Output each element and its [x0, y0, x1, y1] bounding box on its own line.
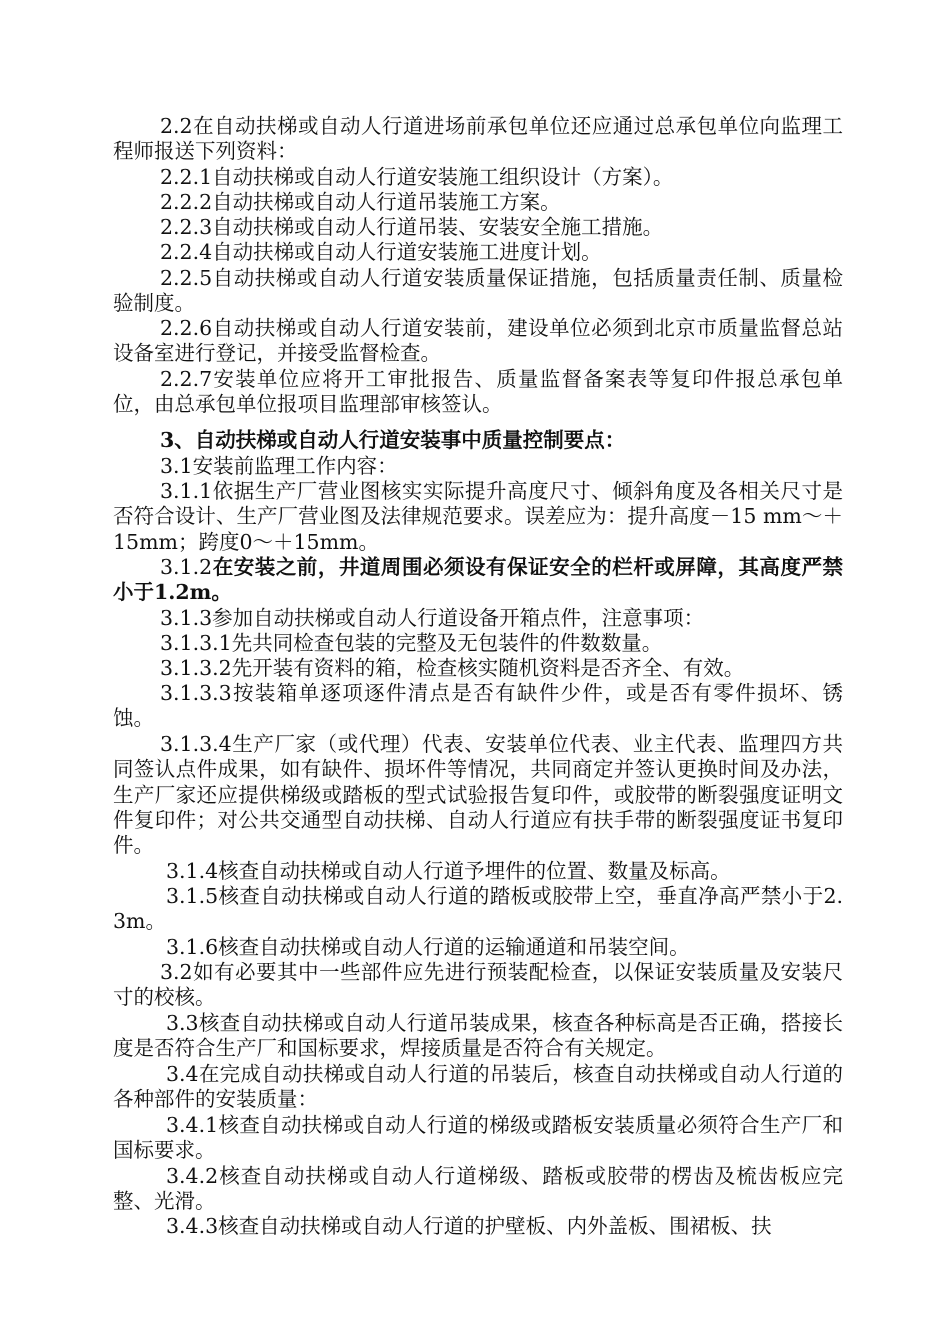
section-heading: 3、自动扶梯或自动人行道安装事中质量控制要点：: [160, 428, 626, 452]
body-paragraph: 3.1.3.2先开装有资料的箱，检查核实随机资料是否齐全、有效。: [160, 656, 745, 680]
body-paragraph: [113, 555, 843, 606]
body-paragraph: 2.2.1自动扶梯或自动人行道安装施工组织设计（方案）。: [160, 165, 674, 189]
body-paragraph: 2.2.6自动扶梯或自动人行道安装前，建设单位必须到北京市质量监督总站设备室进行登记，并接受监督检查。: [113, 316, 843, 366]
body-paragraph: 2.2.3自动扶梯或自动人行道吊装、安装安全施工措施。: [160, 215, 664, 239]
body-paragraph: 3.1.4核查自动扶梯或自动人行道予埋件的位置、数量及标高。: [166, 859, 731, 883]
bold-requirement-text: 在安装之前，井道周围必须设有保证安全的栏杆或屏障，其高度严禁小于1.2m。: [113, 555, 843, 605]
body-paragraph: 2.2.7安装单位应将开工审批报告、质量监督备案表等复印件报总承包单位，由总承包单位报项目监理部审核签认。: [113, 367, 843, 417]
body-paragraph: 2.2.4自动扶梯或自动人行道安装施工进度计划。: [160, 240, 602, 264]
body-paragraph: 3.4.2核查自动扶梯或自动人行道梯级、踏板或胶带的楞齿及梳齿板应完整、光滑。: [113, 1164, 843, 1214]
body-paragraph: 3.1.3.3按装箱单逐项逐件清点是否有缺件少件，或是否有零件损坏、锈蚀。: [113, 681, 843, 731]
body-paragraph: 3.4在完成自动扶梯或自动人行道的吊装后，核查自动扶梯或自动人行道的各种部件的安装质量：: [113, 1062, 843, 1112]
body-paragraph: 3.1.5核查自动扶梯或自动人行道的踏板或胶带上空，垂直净高严禁小于2.3m。: [113, 884, 843, 934]
body-paragraph: 3.3核查自动扶梯或自动人行道吊装成果，核查各种标高是否正确，搭接长度是否符合生产厂和国标要求，焊接质量是否符合有关规定。: [113, 1011, 843, 1061]
body-paragraph: 2.2.5自动扶梯或自动人行道安装质量保证措施，包括质量责任制、质量检验制度。: [113, 266, 843, 316]
body-paragraph: 3.1安装前监理工作内容：: [160, 454, 398, 478]
body-paragraph: 3.1.3.4生产厂家（或代理）代表、安装单位代表、业主代表、监理四方共同签认点件成果，如有缺件、损坏件等情况，共同商定并签认更换时间及办法，生产厂家还应提供梯级或踏板的型式试验报告复印件，或胶带的断裂强度证明文件复印件；对公共交通型自动扶梯、自动人行道应有扶手带的断裂强度证书复印件。: [113, 732, 843, 858]
body-paragraph: 3.1.6核查自动扶梯或自动人行道的运输通道和吊装空间。: [166, 935, 690, 959]
body-paragraph: 3.4.3核查自动扶梯或自动人行道的护壁板、内外盖板、围裙板、扶: [166, 1214, 772, 1238]
body-paragraph: 2.2在自动扶梯或自动人行道进场前承包单位还应通过总承包单位向监理工程师报送下列资料：: [113, 114, 843, 164]
body-paragraph: 3.4.1核查自动扶梯或自动人行道的梯级或踏板安装质量必须符合生产厂和国标要求。: [113, 1113, 843, 1163]
body-paragraph: 3.1.3.1先共同检查包装的完整及无包装件的件数数量。: [160, 631, 663, 655]
body-paragraph: 3.1.1依据生产厂营业图核实实际提升高度尺寸、倾斜角度及各相关尺寸是否符合设计、生产厂营业图及法律规范要求。误差应为：提升高度－15 mm～＋15mm；跨度0～＋15mm。: [113, 479, 843, 554]
body-paragraph: 3.1.3参加自动扶梯或自动人行道设备开箱点件，注意事项：: [160, 606, 705, 630]
body-paragraph: 2.2.2自动扶梯或自动人行道吊装施工方案。: [160, 190, 561, 214]
clause-number: 3.1.2: [160, 555, 213, 579]
body-paragraph: 3.2如有必要其中一些部件应先进行预装配检查，以保证安装质量及安装尺寸的校核。: [113, 960, 843, 1010]
